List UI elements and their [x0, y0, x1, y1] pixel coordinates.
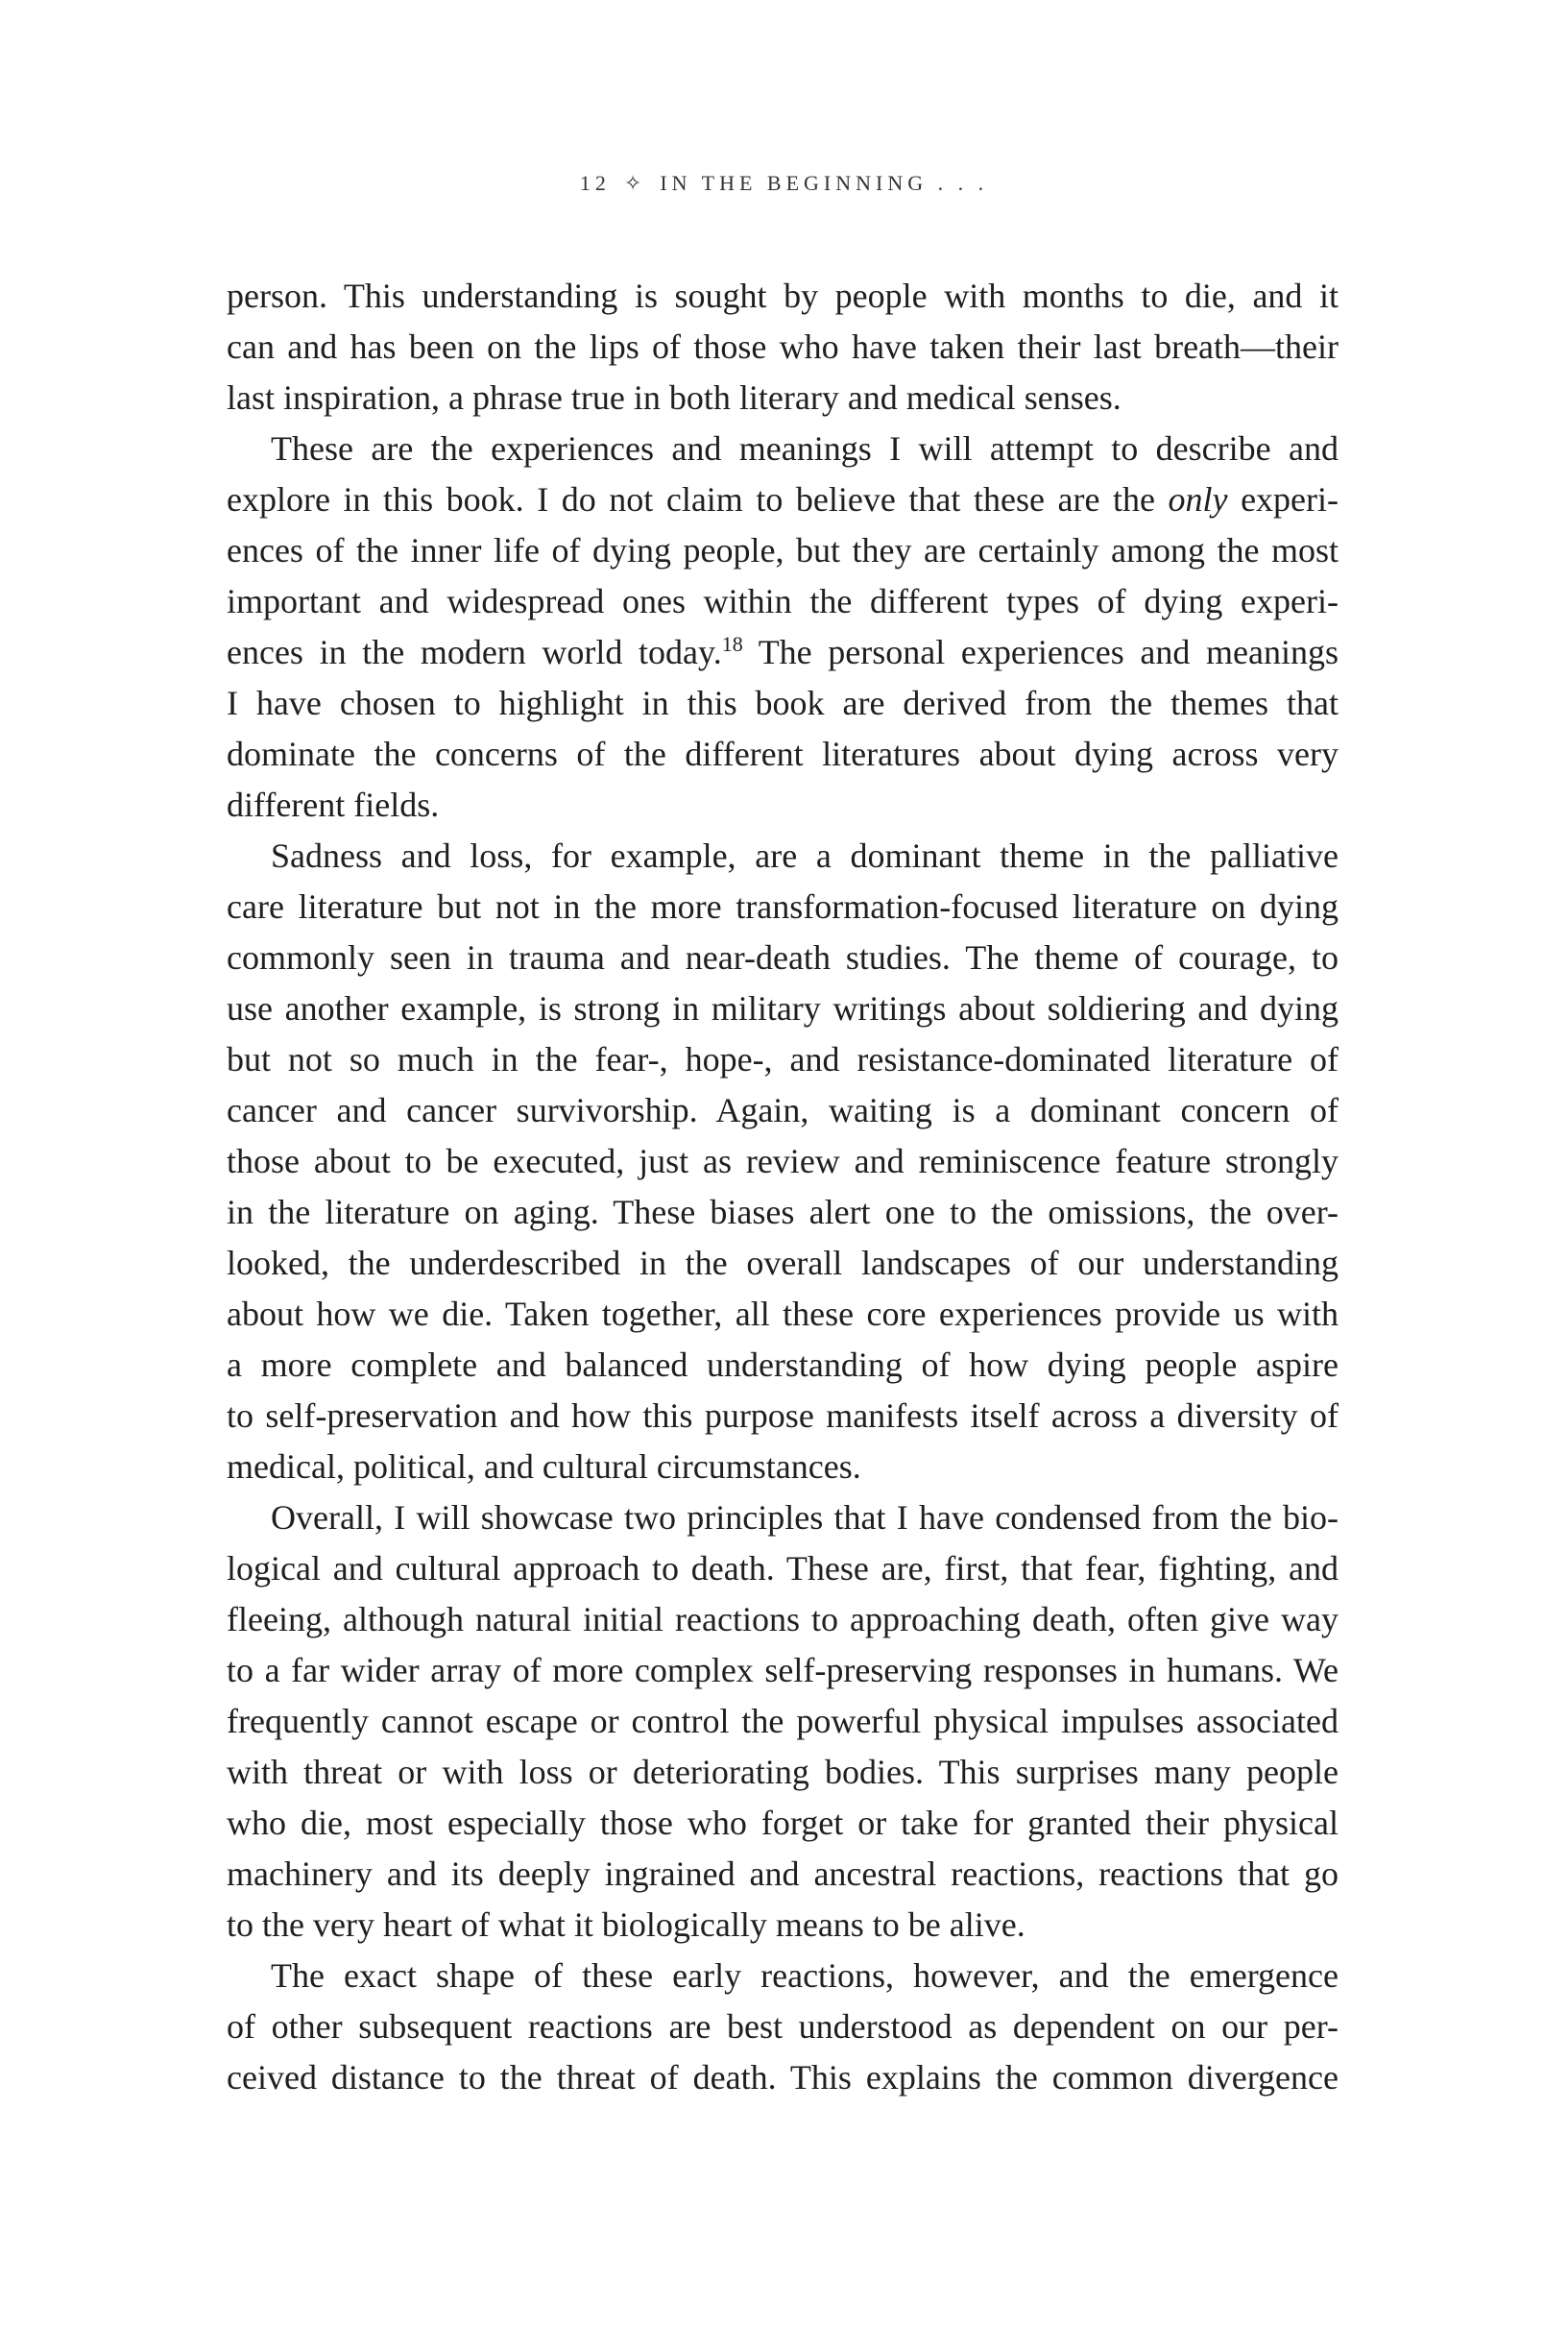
text-line: important and widespread ones within the different types of dying experi- — [227, 582, 1339, 620]
text-line: These are the experiences and meanings I will attempt to describe and — [271, 429, 1339, 468]
text-line: to the very heart of what it biologically means to be alive. — [227, 1905, 1025, 1944]
chapter-title: IN THE BEGINNING . . . — [660, 171, 989, 195]
text-line — [227, 627, 1339, 678]
text-line: those about to be executed, just as review and reminiscence feature strongly — [227, 1142, 1339, 1180]
text-line: machinery and its deeply ingrained and ancestral reactions, reactions that go — [227, 1855, 1339, 1893]
text-line: about how we die. Taken together, all these core experiences provide us with — [227, 1295, 1339, 1333]
text-line: use another example, is strong in military writings about soldiering and dying — [227, 989, 1339, 1028]
text-line: but not so much in the fear-, hope-, and resistance-dominated literature of — [227, 1040, 1339, 1079]
text-line: dominate the concerns of the different literatures about dying across very — [227, 735, 1339, 773]
text-line: care literature but not in the more transformation-focused literature on dying — [227, 887, 1339, 926]
text-segment: ences in the modern world today. — [227, 633, 722, 671]
page-number: 12 — [579, 171, 611, 195]
text-line: person. This understanding is sought by people with months to die, and it — [227, 277, 1339, 315]
text-line: ceived distance to the threat of death. This explains the common divergence — [227, 2058, 1339, 2097]
text-line: I have chosen to highlight in this book are derived from the themes that — [227, 684, 1339, 722]
text-line: can and has been on the lips of those who have taken their last breath—their — [227, 327, 1339, 366]
text-line: cancer and cancer survivorship. Again, waiting is a dominant concern of — [227, 1091, 1339, 1129]
emphasis-word: only — [1168, 480, 1228, 519]
text-line: Overall, I will showcase two principles that I have condensed from the bio- — [271, 1498, 1339, 1537]
text-line: a more complete and balanced understanding of how dying people aspire — [227, 1346, 1339, 1384]
text-line: different fields. — [227, 786, 440, 824]
text-segment: explore in this book. I do not claim to believe that these are the — [227, 480, 1155, 519]
text-line: The exact shape of these early reactions, however, and the emergence — [271, 1956, 1339, 1995]
text-line: with threat or with loss or deteriorating bodies. This surprises many people — [227, 1753, 1339, 1791]
text-line: medical, political, and cultural circumstances. — [227, 1447, 861, 1486]
text-line: who die, most especially those who forget or take for granted their physical — [227, 1804, 1339, 1842]
text-line: frequently cannot escape or control the powerful physical impulses associated — [227, 1702, 1339, 1740]
text-line: in the literature on aging. These biases alert one to the omissions, the over- — [227, 1193, 1339, 1231]
separator-ornament-icon: ✧ — [623, 171, 647, 195]
text-line: logical and cultural approach to death. These are, first, that fear, fighting, and — [227, 1549, 1339, 1588]
text-line: fleeing, although natural initial reactions to approaching death, often give way — [227, 1600, 1339, 1638]
text-segment: The personal experiences and meanings — [758, 633, 1339, 671]
text-line: last inspiration, a phrase true in both literary and medical senses. — [227, 378, 1122, 417]
body-text — [227, 271, 1339, 2103]
text-line: of other subsequent reactions are best understood as dependent on our per- — [227, 2007, 1339, 2046]
text-line: Sadness and loss, for example, are a dominant theme in the palliative — [271, 837, 1339, 875]
text-line: commonly seen in trauma and near-death studies. The theme of courage, to — [227, 938, 1339, 977]
text-line: to self-preservation and how this purpose manifests itself across a diversity of — [227, 1396, 1339, 1435]
running-head — [0, 171, 1568, 196]
text-line: to a far wider array of more complex self-preserving responses in humans. We — [227, 1651, 1339, 1689]
text-segment: experi- — [1241, 480, 1339, 519]
text-line: looked, the underdescribed in the overall landscapes of our understanding — [227, 1244, 1339, 1282]
text-line: ences of the inner life of dying people, but they are certainly among the most — [227, 531, 1339, 570]
text-line — [227, 474, 1339, 525]
footnote-marker: 18 — [721, 632, 743, 656]
